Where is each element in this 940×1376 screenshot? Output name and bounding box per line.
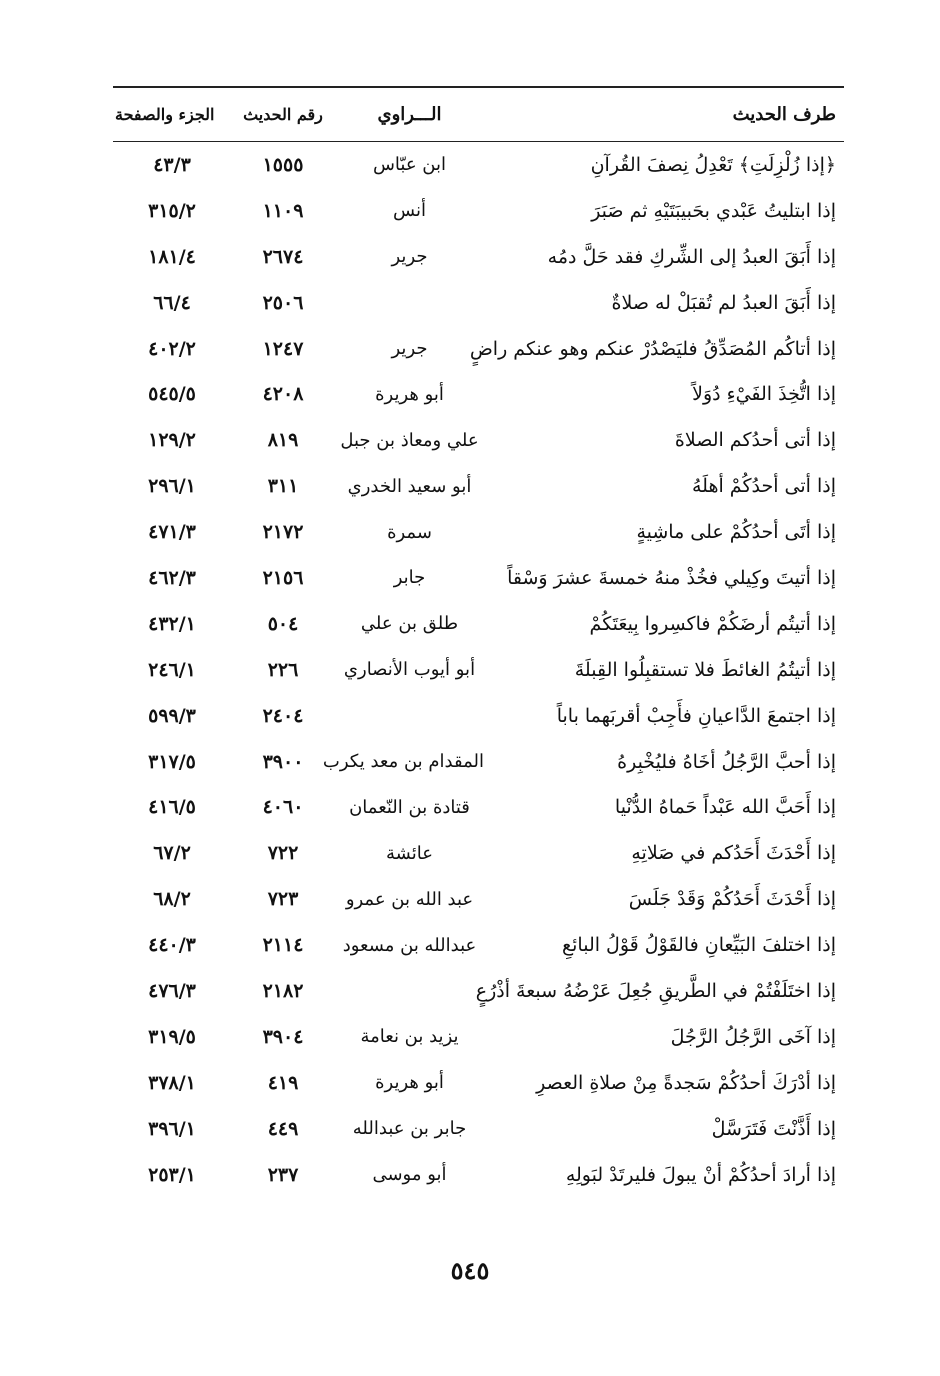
hadith-number: ١٢٤٧ bbox=[262, 337, 304, 360]
hadith-text: إذا أحبَّ الرَّجُلُ أخَاهُ فليُخْبِرهُ bbox=[617, 750, 836, 773]
volume-page: ٢٤٦/١ bbox=[148, 658, 196, 681]
narrator: جابر bbox=[393, 567, 426, 589]
table-row bbox=[113, 142, 844, 188]
table-row bbox=[113, 830, 844, 876]
table-row bbox=[113, 371, 844, 417]
table-row bbox=[113, 1014, 844, 1060]
hadith-text: إذا أرادَ أحدُكُمْ أنْ يبولَ فليرتَدْ لبَولِهِ bbox=[565, 1163, 836, 1186]
table-row bbox=[113, 509, 844, 555]
volume-page: ٦٧/٢ bbox=[153, 842, 191, 865]
table-row bbox=[113, 601, 844, 647]
header-narrator: الـــراوي bbox=[377, 104, 442, 125]
hadith-text: إذا اختَلَفْتُمْ في الطَّريقِ جُعِلَ عَرْضُهُ سبعةَ أذْرُعٍ bbox=[475, 979, 836, 1002]
table-row bbox=[113, 922, 844, 968]
volume-page: ٣١٧/٥ bbox=[148, 750, 196, 773]
page-number: ٥٤٥ bbox=[450, 1256, 490, 1285]
volume-page: ٢٩٦/١ bbox=[148, 475, 196, 498]
hadith-text: إذا أتيتُمُ الغائطَ فلا تستقبِلُوا القِبلَةَ bbox=[574, 658, 836, 681]
narrator: أبو موسى bbox=[372, 1164, 447, 1186]
table-row bbox=[113, 1152, 844, 1198]
table-row bbox=[113, 784, 844, 830]
hadith-number: ٢٢٦ bbox=[267, 658, 299, 681]
hadith-text: إذا أَحْدَثَ أَحَدُكم في صَلاتِهِ bbox=[631, 842, 836, 865]
table-row bbox=[113, 280, 844, 326]
volume-page: ١٨١/٤ bbox=[148, 245, 196, 268]
volume-page: ٣٧٨/١ bbox=[148, 1071, 196, 1094]
hadith-number: ٢١٥٦ bbox=[262, 566, 304, 589]
table-row bbox=[113, 876, 844, 922]
hadith-index-table bbox=[113, 88, 844, 1197]
hadith-number: ٧٢٣ bbox=[267, 888, 299, 911]
volume-page: ٦٨/٢ bbox=[153, 888, 191, 911]
hadith-text: إذا أَحْدَثَ أَحَدُكُمْ وَقَدْ جَلَسَ bbox=[628, 888, 836, 911]
hadith-text: ﴿إذا زُلْزِلَتِ﴾ تَعْدِلُ نِصفَ القُرآنِ bbox=[590, 153, 836, 176]
hadith-number: ٢٤٠٤ bbox=[262, 704, 304, 727]
hadith-number: ٢١٧٢ bbox=[262, 521, 304, 544]
hadith-text: إذا أتيتُم أرضَكُمْ فاكسِروا بِيعَتَكُمْ bbox=[589, 612, 836, 635]
table-row bbox=[113, 326, 844, 372]
header-volume-page: الجزء والصفحة bbox=[115, 105, 215, 124]
narrator: جرير bbox=[391, 338, 428, 359]
narrator: جرير bbox=[391, 246, 428, 268]
volume-page: ٤٣٢/١ bbox=[148, 612, 196, 635]
hadith-text: إذا أتيتَ وكِيلي فخُذْ منهُ خمسةَ عشرَ وَسْقاً bbox=[507, 566, 836, 589]
narrator: المقدام بن معد يكرب bbox=[322, 751, 484, 773]
hadith-number: ٤٠٦٠ bbox=[262, 796, 304, 819]
hadith-text: إذا أَبَقَ العبدُ إلى الشِّركِ فقد حَلَّ دمُه bbox=[547, 245, 836, 268]
hadith-text: إذا أَحَبَّ الله عَبْداً حَماهُ الدُّنْيا bbox=[614, 796, 836, 819]
volume-page: ٦٦/٤ bbox=[153, 291, 191, 314]
narrator: جابر بن عبدالله bbox=[352, 1118, 467, 1140]
table-row bbox=[113, 555, 844, 601]
table-row bbox=[113, 188, 844, 234]
volume-page: ٣٩٦/١ bbox=[148, 1117, 196, 1140]
hadith-number: ٨١٩ bbox=[267, 429, 299, 452]
hadith-number: ٢٣٧ bbox=[267, 1163, 299, 1186]
hadith-text: إذا أتى أحدُكُمْ أهلَهُ bbox=[691, 475, 836, 498]
hadith-text: إذا اختلفَ البَيِّعانِ فالقَوْلُ قَوْلُ البائعِ bbox=[562, 934, 836, 957]
header-hadith-text: طرف الحديث bbox=[732, 104, 836, 125]
narrator: سمرة bbox=[387, 521, 432, 543]
hadith-number: ٣١١ bbox=[267, 475, 299, 498]
narrator: عبد الله بن عمرو bbox=[345, 888, 474, 910]
hadith-text: إذا أتى أحدُكم الصلاةَ bbox=[674, 429, 836, 452]
hadith-number: ٤٢٠٨ bbox=[262, 383, 304, 406]
table-row bbox=[113, 647, 844, 693]
volume-page: ٤٠٢/٢ bbox=[148, 337, 196, 360]
table-row bbox=[113, 968, 844, 1014]
hadith-text: إذا أَبَقَ العبدُ لم تُقبَلْ له صلاةٌ bbox=[611, 291, 836, 314]
volume-page: ٢٥٣/١ bbox=[148, 1163, 196, 1186]
table-row bbox=[113, 739, 844, 785]
hadith-number: ٤٤٩ bbox=[267, 1117, 299, 1140]
narrator: طلق بن علي bbox=[360, 613, 459, 635]
hadith-number: ٥٠٤ bbox=[267, 612, 299, 635]
table-row bbox=[113, 693, 844, 739]
hadith-text: إذا أتَى أحدُكُمْ على ماشِيةٍ bbox=[636, 521, 836, 544]
volume-page: ٥٩٩/٣ bbox=[148, 704, 196, 727]
table-header bbox=[113, 88, 844, 142]
hadith-number: ٢١٨٢ bbox=[262, 979, 304, 1002]
header-hadith-number: رقم الحديث bbox=[243, 105, 323, 124]
narrator: علي ومعاذ بن جبل bbox=[340, 429, 479, 451]
hadith-number: ٧٢٢ bbox=[267, 842, 299, 865]
narrator: أبو سعيد الخدري bbox=[347, 475, 472, 497]
narrator: أنس bbox=[393, 200, 426, 222]
volume-page: ١٢٩/٢ bbox=[148, 429, 196, 452]
narrator: عائشة bbox=[386, 842, 433, 864]
narrator: ابن عبّاس bbox=[372, 154, 447, 176]
volume-page: ٥٤٥/٥ bbox=[148, 383, 196, 406]
hadith-number: ١١٠٩ bbox=[262, 199, 304, 222]
volume-page: ٤٦٢/٣ bbox=[148, 566, 196, 589]
narrator: قتادة بن النّعمان bbox=[349, 796, 470, 818]
hadith-number: ٣٩٠٤ bbox=[262, 1025, 304, 1048]
hadith-text: إذا أَذَّنْتَ فَتَرَسَّلْ bbox=[711, 1117, 836, 1140]
hadith-text: إذا أدْرَكَ أحدُكُمْ سَجدةً مِنْ صلاةِ العصرِ bbox=[536, 1071, 836, 1094]
volume-page: ٤٧٦/٣ bbox=[148, 979, 196, 1002]
volume-page: ٤٤٠/٣ bbox=[148, 934, 196, 957]
volume-page: ٤١٦/٥ bbox=[148, 796, 196, 819]
hadith-number: ٣٩٠٠ bbox=[262, 750, 304, 773]
narrator: عبدالله بن مسعود bbox=[342, 934, 477, 956]
narrator: أبو أيوب الأنصاري bbox=[343, 659, 476, 681]
volume-page: ٤٣/٣ bbox=[153, 153, 191, 176]
hadith-text: إذا أتاكُم المُصَدِّقُ فليَصْدُرْ عنكم وهو عنكم راضٍ bbox=[469, 337, 836, 360]
volume-page: ٣١٥/٢ bbox=[148, 199, 196, 222]
hadith-number: ٢٥٠٦ bbox=[262, 291, 304, 314]
hadith-text: إذا آخَى الرَّجُلُ الرَّجُلَ bbox=[670, 1025, 836, 1048]
table-row bbox=[113, 417, 844, 463]
narrator: يزيد بن نعامة bbox=[360, 1026, 459, 1048]
hadith-number: ١٥٥٥ bbox=[262, 153, 304, 176]
hadith-text: إذا اجتمعَ الدَّاعيانِ فأَجِبْ أقربَهما باباً bbox=[556, 704, 836, 727]
table-body bbox=[113, 142, 844, 1197]
table-row bbox=[113, 1060, 844, 1106]
hadith-number: ٤١٩ bbox=[267, 1071, 299, 1094]
hadith-number: ٢٦٧٤ bbox=[262, 245, 304, 268]
hadith-text: إذا ابتليتُ عَبْدي بحَبيبَتَيْهِ ثم صَبَرَ bbox=[591, 199, 836, 222]
hadith-number: ٢١١٤ bbox=[262, 934, 304, 957]
narrator: أبو هريرة bbox=[375, 1072, 444, 1094]
table-row bbox=[113, 1106, 844, 1152]
table-row bbox=[113, 234, 844, 280]
volume-page: ٤٧١/٣ bbox=[148, 521, 196, 544]
volume-page: ٣١٩/٥ bbox=[148, 1025, 196, 1048]
hadith-text: إذا اتُّخِذَ الفَيْءِ دُوَلاً bbox=[692, 383, 836, 406]
table-row bbox=[113, 463, 844, 509]
narrator: أبو هريرة bbox=[375, 383, 444, 405]
